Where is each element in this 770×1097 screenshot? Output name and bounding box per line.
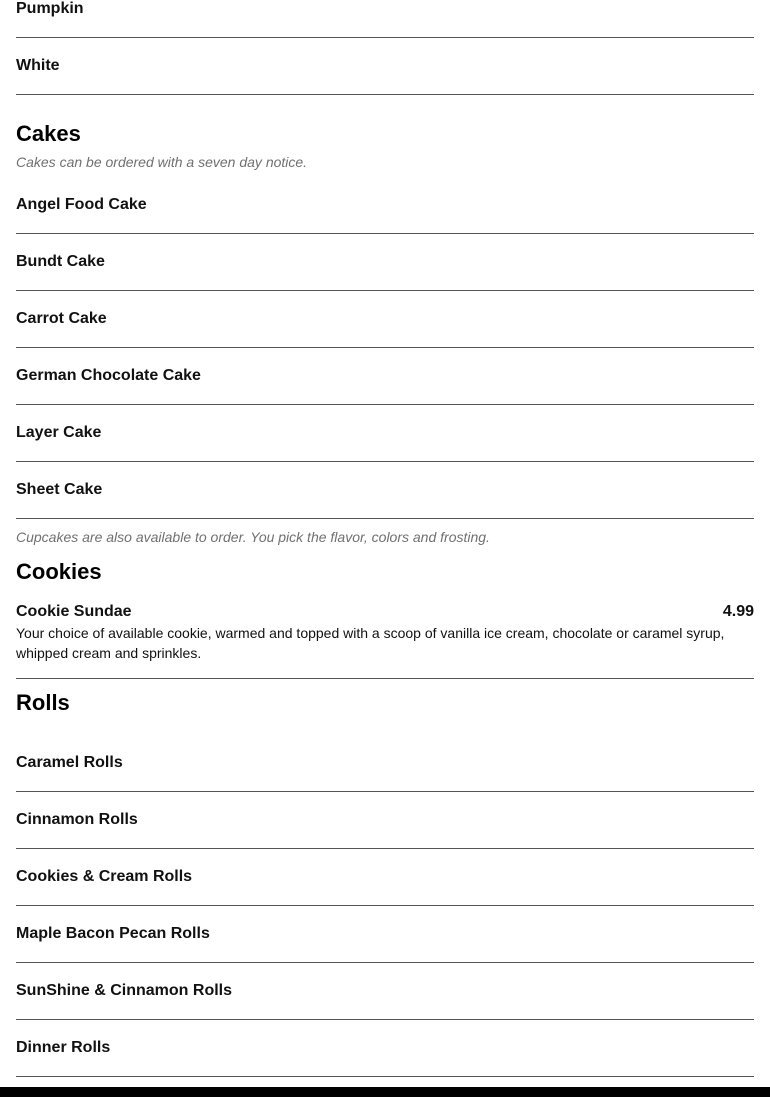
menu-item-price: 4.99 (722, 603, 754, 620)
menu-item-name: Dinner Rolls (16, 1039, 111, 1056)
menu-item-description: Your choice of available cookie, warmed and topped with a scoop of vanilla ice cream, chocolate or caramel syrup, whipped cream and sprinkles. (16, 625, 725, 661)
menu-item-layer-cake[interactable] (16, 405, 754, 462)
menu-item-name: German Chocolate Cake (16, 367, 201, 384)
section-header (16, 555, 754, 589)
menu-item-sunshine-cinnamon-rolls[interactable] (16, 963, 754, 1020)
menu-item-angel-food-cake[interactable] (16, 177, 754, 234)
menu-item-name: White (16, 57, 60, 74)
section-rolls (16, 679, 754, 1077)
menu-item-cinnamon-rolls[interactable] (16, 792, 754, 849)
menu-item-maple-bacon-pecan-rolls[interactable] (16, 906, 754, 963)
section-header (16, 679, 754, 727)
menu-item-name: Maple Bacon Pecan Rolls (16, 925, 210, 942)
menu-item-name: Pumpkin (16, 0, 84, 17)
menu-item-bundt-cake[interactable] (16, 234, 754, 291)
menu-item-name: Cookies & Cream Rolls (16, 868, 193, 885)
section-note (16, 147, 754, 177)
section-title-cakes: Cakes (16, 121, 81, 146)
menu-item-name: Carrot Cake (16, 310, 107, 327)
menu-list (16, 0, 754, 1077)
menu-item-name: Bundt Cake (16, 253, 105, 270)
menu-item-german-chocolate-cake[interactable] (16, 348, 754, 405)
menu-item-cookies-cream-rolls[interactable] (16, 849, 754, 906)
menu-item-carrot-cake[interactable] (16, 291, 754, 348)
section-footnote (16, 519, 754, 555)
menu-item-name: Sheet Cake (16, 481, 103, 498)
cupcakes-note: Cupcakes are also available to order. You pick the flavor, colors and frosting. (16, 529, 490, 545)
menu-item-name: Cookie Sundae (16, 603, 132, 620)
menu-item-dinner-rolls[interactable] (16, 1020, 754, 1077)
menu-item-name: Angel Food Cake (16, 196, 147, 213)
bottom-bar (0, 1087, 770, 1097)
cakes-notice: Cakes can be ordered with a seven day notice. (16, 154, 308, 170)
menu-item-sheet-cake[interactable] (16, 462, 754, 519)
menu-item-cookie-sundae[interactable] (16, 599, 754, 679)
section-cookies (16, 555, 754, 679)
section-header (16, 95, 754, 147)
menu-item-header (16, 603, 754, 621)
menu-item-name: Cinnamon Rolls (16, 811, 138, 828)
section-title-rolls: Rolls (16, 690, 70, 715)
menu-item-white[interactable] (16, 38, 754, 95)
section-title-cookies: Cookies (16, 559, 102, 584)
section-cakes (16, 95, 754, 555)
menu-item-name: SunShine & Cinnamon Rolls (16, 982, 233, 999)
menu-item-pumpkin[interactable] (16, 0, 754, 38)
menu-item-name: Layer Cake (16, 424, 102, 441)
menu-item-caramel-rolls[interactable] (16, 735, 754, 792)
menu-item-name: Caramel Rolls (16, 754, 123, 771)
